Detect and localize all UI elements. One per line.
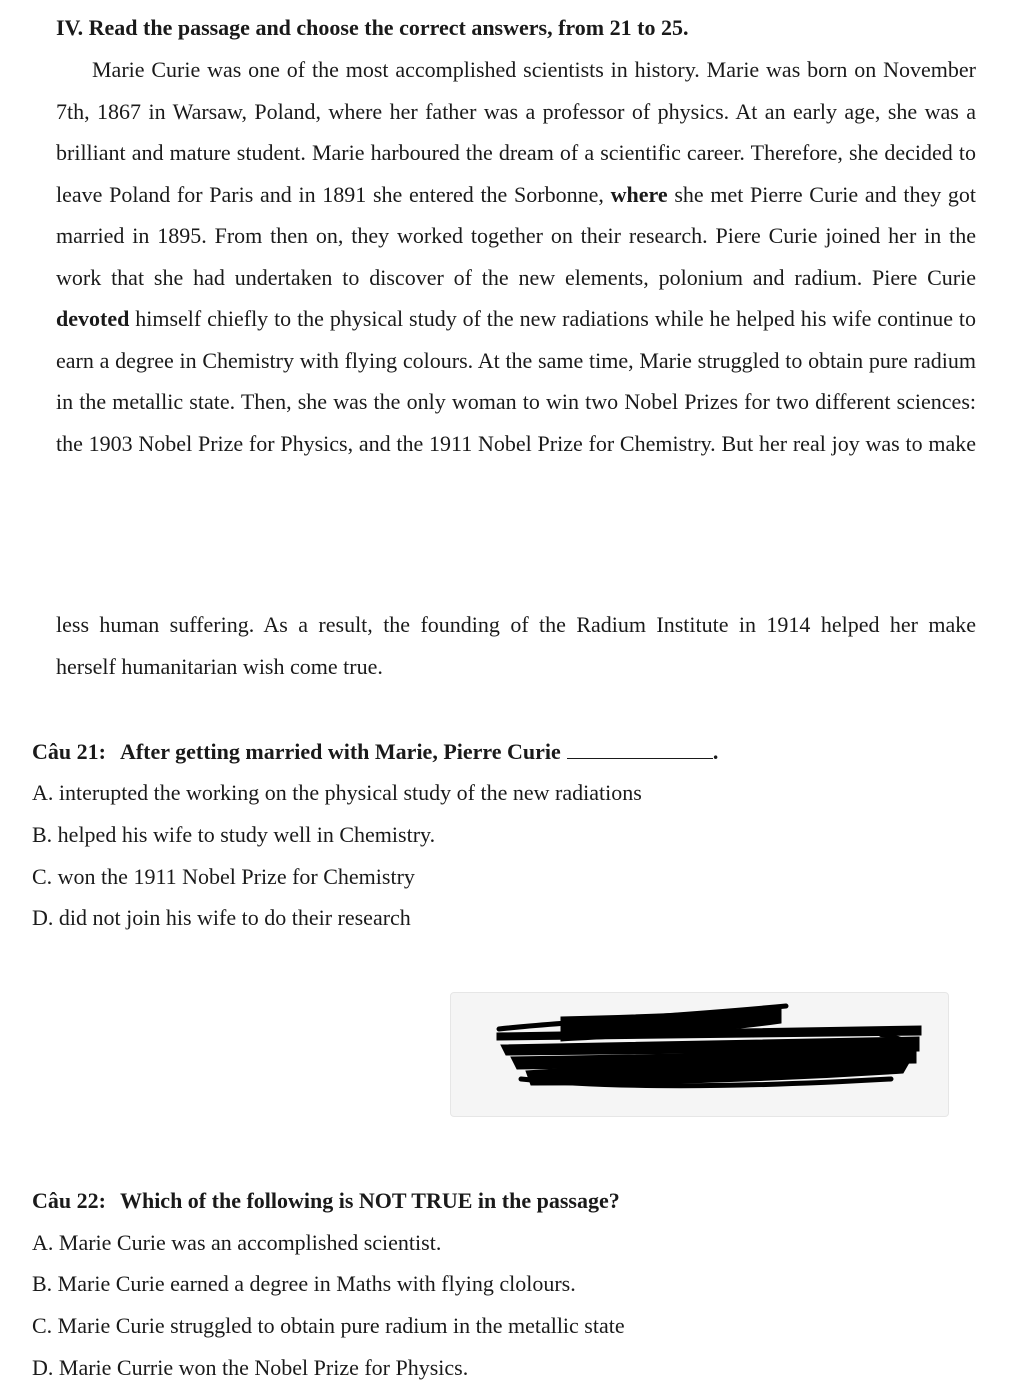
reading-passage <box>56 49 976 464</box>
highlighted-word-devoted: devoted <box>56 306 130 331</box>
passage-text-part1: Marie Curie was one of the most accomplished scientists in history. Marie was born on November 7th, 1867 in Warsaw, Poland, where her father was a professor of physics. At an early age, she was a brilliant and mature student. Marie harboured the dream of a scientific career. Therefore, she decided to leave Poland for Paris and in 1891 she entered the Sorbonne, <box>56 57 976 207</box>
question-21-number: Câu 21: <box>32 739 106 764</box>
redaction-scribble <box>451 993 948 1116</box>
question-21-end: . <box>712 739 719 764</box>
passage-text-part2: she met Pierre Curie and they got married in 1895. From then on, they worked together on their research. Piere Curie joined her in the work that she had undertaken to discover of the new elements, polonium and radium. Piere Curie <box>56 181 977 290</box>
q21-option-c[interactable]: C. won the 1911 Nobel Prize for Chemistry <box>32 864 415 889</box>
q22-option-c[interactable]: C. Marie Curie struggled to obtain pure radium in the metallic state <box>32 1313 625 1338</box>
question-22 <box>32 1185 620 1217</box>
question-21-text: After getting married with Marie, Pierre Curie <box>119 739 561 764</box>
q22-option-d[interactable]: D. Marie Currie won the Nobel Prize for Physics. <box>32 1355 469 1380</box>
redacted-answer-box <box>450 992 949 1117</box>
q21-option-d[interactable]: D. did not join his wife to do their research <box>32 905 411 930</box>
highlighted-word-where: where <box>610 181 668 207</box>
q21-option-a[interactable]: A. interupted the working on the physical study of the new radiations <box>32 780 642 805</box>
reading-passage-continuation <box>56 604 976 687</box>
question-22-text: Which of the following is NOT TRUE in the passage? <box>119 1188 620 1213</box>
question-22-number: Câu 22: <box>32 1188 106 1213</box>
section-heading: IV. Read the passage and choose the correct answers, from 21 to 25. <box>56 15 689 40</box>
continuation-line-1: less human suffering. As a result, the founding of the Radium Institute in 1914 helped her make <box>56 612 976 637</box>
question-21 <box>32 736 718 768</box>
answer-blank <box>567 738 713 759</box>
q22-option-b[interactable]: B. Marie Curie earned a degree in Maths with flying clolours. <box>32 1271 576 1296</box>
q22-option-a[interactable]: A. Marie Curie was an accomplished scientist. <box>32 1230 442 1255</box>
q21-option-b[interactable]: B. helped his wife to study well in Chemistry. <box>32 822 436 847</box>
continuation-line-2: herself humanitarian wish come true. <box>56 653 383 679</box>
passage-text-part3: himself chiefly to the physical study of the new radiations while he helped his wife continue to earn a degree in Chemistry with flying colours. At the same time, Marie struggled to obtain pure radium in the metallic state. Then, she was the only woman to win two Nobel Prizes for two different sciences: the 1903 Nobel Prize for Physics, and the 1911 Nobel Prize for Chemistry. But her real joy was to make <box>56 306 976 456</box>
